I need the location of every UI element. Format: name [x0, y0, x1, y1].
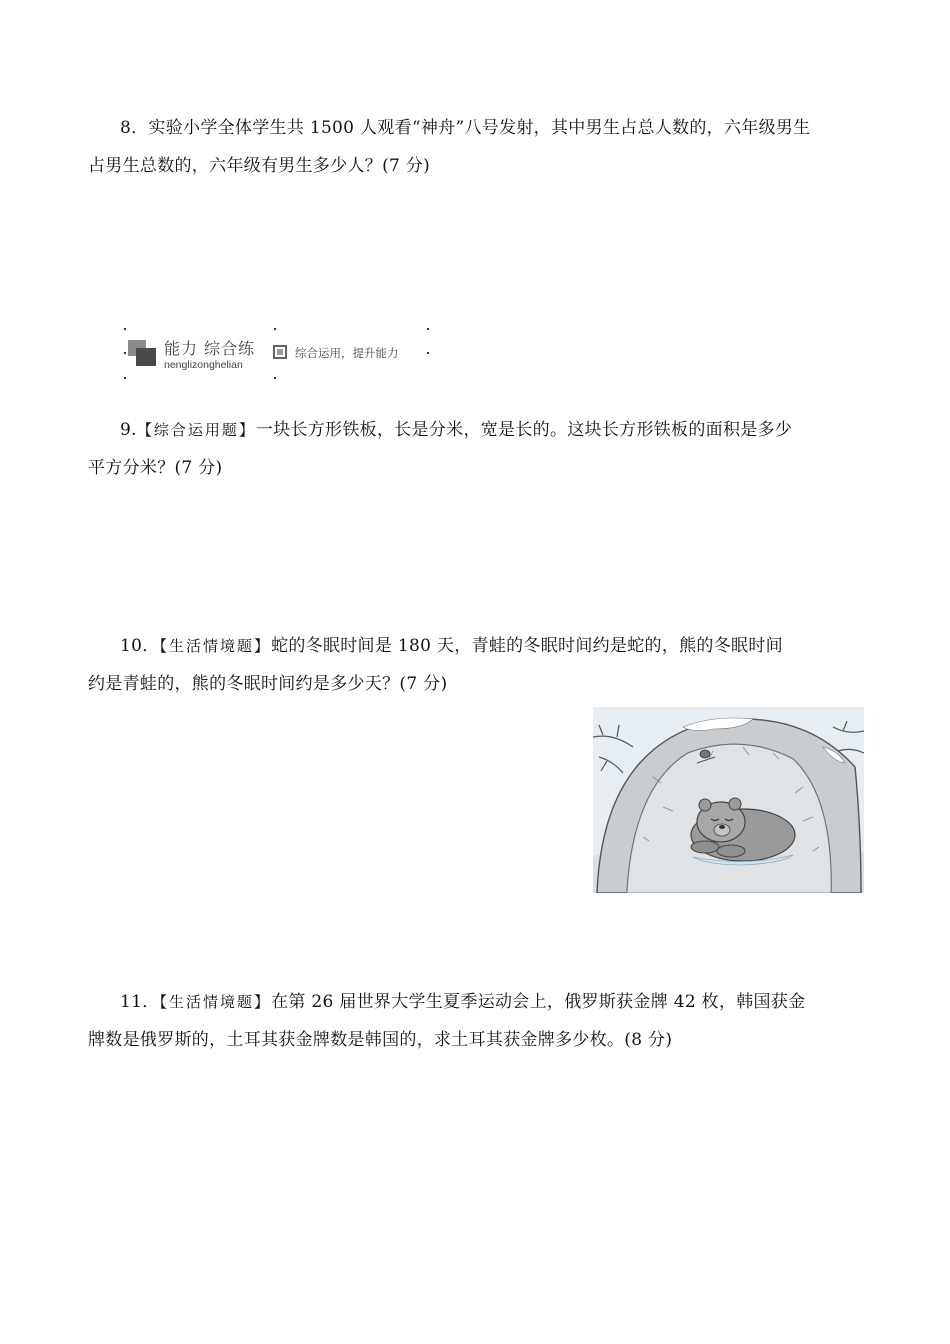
banner-title: 能力 综合练 [164, 339, 256, 358]
question-9 [88, 411, 864, 487]
question-text-line1: 蛇的冬眠时间是 180 天，青蛙的冬眠时间约是蛇的，熊的冬眠时间 [271, 636, 783, 656]
question-number: 10． [120, 636, 160, 656]
stacked-squares-icon [128, 340, 156, 366]
question-tag: 【生活情境题】 [159, 637, 272, 655]
question-text-line1: 在第 26 届世界大学生夏季运动会上，俄罗斯获金牌 42 枚，韩国获金 [271, 992, 806, 1012]
section-banner [122, 326, 434, 384]
question-10 [88, 627, 864, 703]
banner-corner-dot [124, 352, 126, 354]
question-text-line2: 牌数是俄罗斯的，土耳其获金牌数是韩国的，求土耳其获金牌多少枚。(8 分) [88, 1030, 673, 1050]
question-text-line2: 平方分米？(7 分) [88, 458, 223, 478]
banner-corner-dot [124, 328, 126, 330]
banner-corner-dot [124, 377, 126, 379]
question-text-line1: 一块长方形铁板，长是分米，宽是长的。这块长方形铁板的面积是多少 [255, 420, 793, 440]
question-8 [88, 109, 864, 185]
banner-subtitle: 综合运用，提升能力 [295, 346, 399, 360]
question-tag: 【生活情境题】 [159, 993, 272, 1011]
banner-corner-dot [427, 328, 429, 330]
question-text-line2: 占男生总数的，六年级有男生多少人？(7 分) [88, 156, 431, 176]
banner-corner-dot [274, 377, 276, 379]
square-box-icon [273, 345, 287, 359]
banner-pinyin: nenglizonghelian [164, 359, 243, 371]
banner-corner-dot [274, 328, 276, 330]
question-text-line1: 实验小学全体学生共 1500 人观看“神舟”八号发射，其中男生占总人数的，六年级男生 [148, 118, 811, 138]
question-number: 9. [120, 420, 137, 440]
sleeping-bear-in-snow-cave-image [593, 707, 864, 893]
question-11 [88, 983, 864, 1059]
banner-corner-dot [427, 352, 429, 354]
question-number: 8． [120, 118, 149, 138]
question-text-line2: 约是青蛙的，熊的冬眠时间约是多少天？(7 分) [88, 674, 448, 694]
question-tag: 【综合运用题】 [136, 421, 256, 439]
question-number: 11． [120, 992, 160, 1012]
